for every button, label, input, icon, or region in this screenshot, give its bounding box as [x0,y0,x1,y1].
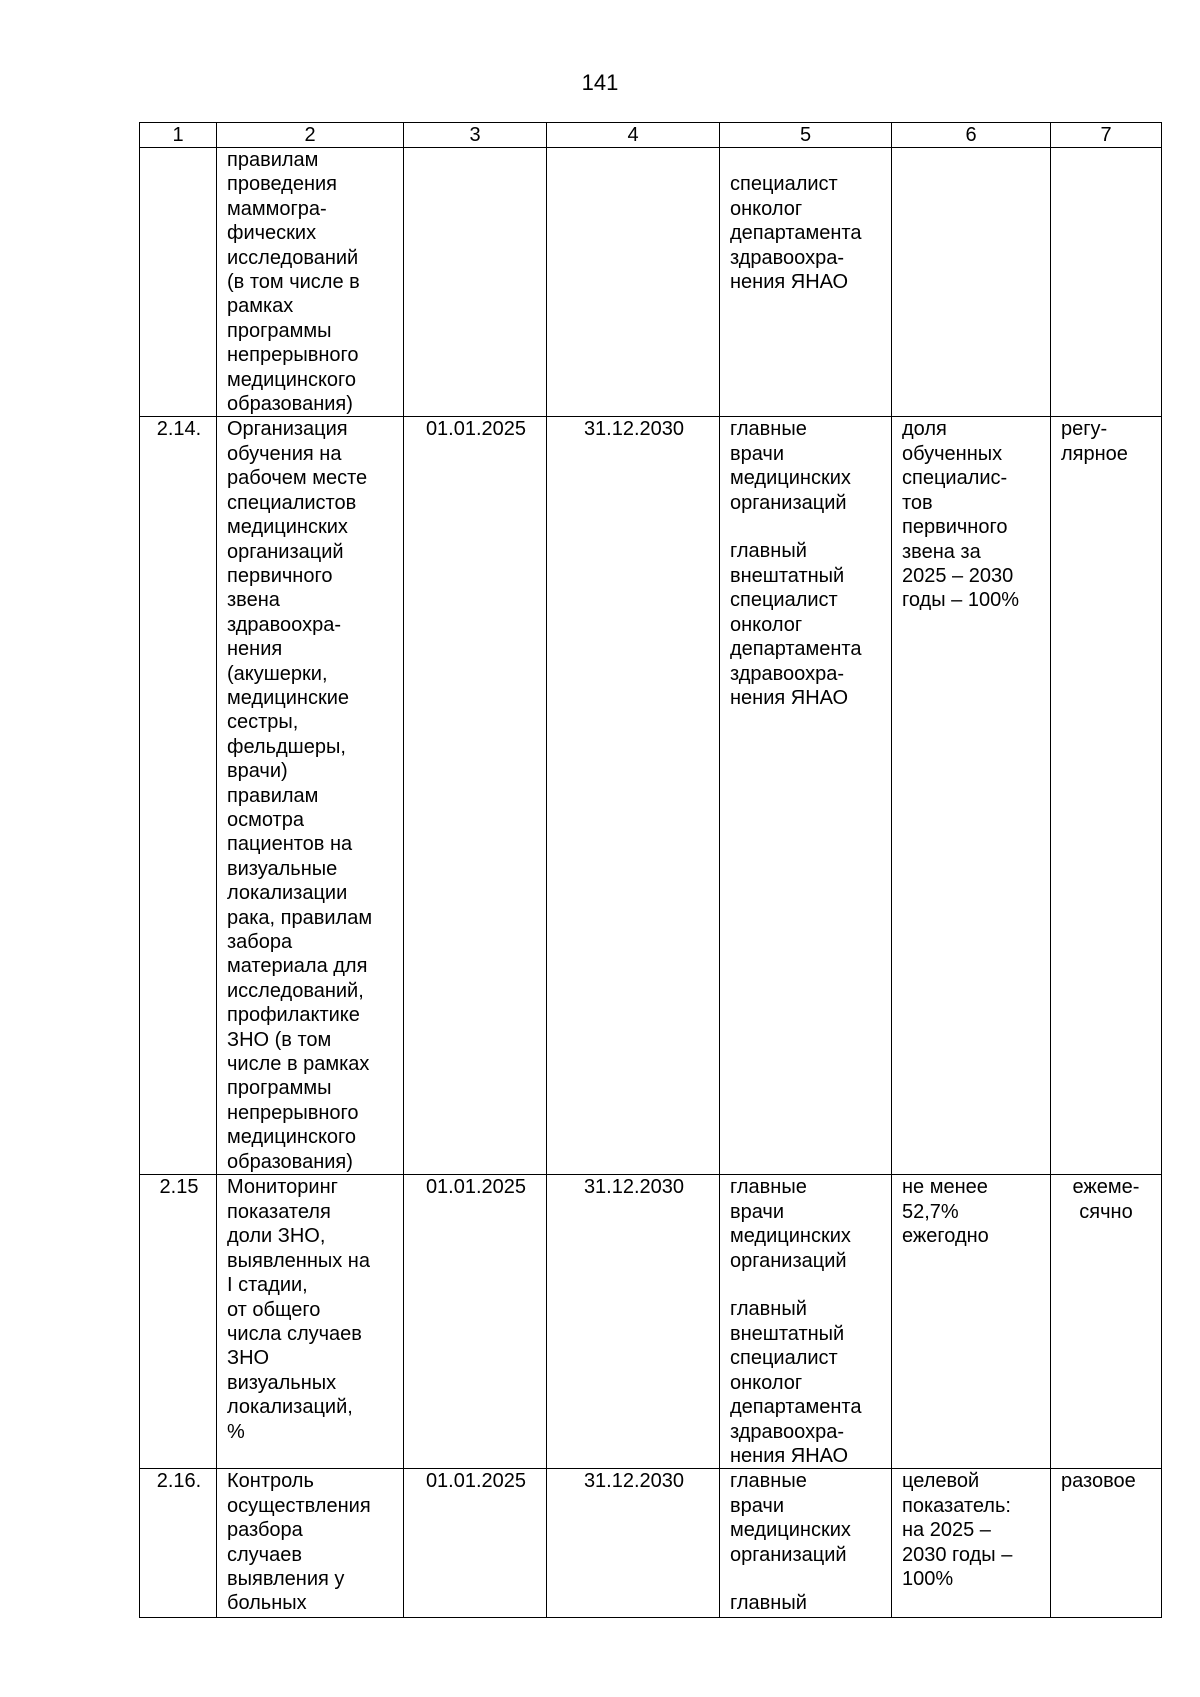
cell-text-line: целевой [902,1470,980,1493]
cell-text-line: правилам [227,784,319,807]
cell-text-line: ЗНО [227,1347,270,1370]
responsible-cell [720,417,892,1175]
cell-text-line: первичного [227,564,333,587]
cell-text-line: рамках [227,295,294,318]
cell-text-line: визуальные [227,857,338,880]
page-number: 141 [581,70,619,95]
cell-text-line: обученных [902,442,1003,465]
responsible-cell [720,1469,892,1618]
start-date-cell: 01.01.2025 [404,1175,547,1469]
end-date-cell: 31.12.2030 [547,1175,720,1469]
cell-text-line: медицинских [730,1519,851,1542]
cell-text-line: специалис- [902,467,1008,490]
cell-text-line: врачи) [227,760,288,783]
cell-text-line: врачи [730,1494,785,1517]
cell-text-line: первичного [902,516,1008,539]
cell-text-line: врачи [730,1200,785,1223]
description-cell [217,148,404,417]
cell-text-line: здравоохра- [730,246,844,269]
cell-text-line: непрерывного [227,344,359,367]
column-header: 7 [1051,123,1162,148]
cell-text-line: визуальных [227,1371,337,1394]
column-number-header-row [140,123,1162,148]
table-row [140,1175,1162,1469]
cell-text-line: внештатный [730,564,845,587]
cell-text-line: материала для [227,955,368,978]
cell-text-line: показателя [227,1200,331,1223]
cell-text-line: онколог [730,613,803,636]
responsible-cell [720,1175,892,1469]
cell-text-line: осуществления [227,1494,371,1517]
cell-text-line: рака, правилам [227,906,373,929]
cell-text-line: обучения на [227,442,342,465]
paragraph-gap [730,148,883,172]
cell-text-line: 52,7% [902,1200,959,1223]
cell-text-line: осмотра [227,808,304,831]
cell-text-line: сестры, [227,711,299,734]
cell-text-line: специалист [730,589,838,612]
cell-text-line: главный [730,1298,807,1321]
cell-text-line: рабочем месте [227,467,368,490]
row-number-cell: 2.14. [140,417,217,1175]
cell-text-line: здравоохра- [730,662,844,685]
row-number-cell: 2.15 [140,1175,217,1469]
cell-text-line: специалист [730,173,838,196]
cell-text-line: организаций [730,1543,847,1566]
cell-text-line: больных [227,1592,307,1615]
cell-text-line: числа случаев [227,1322,362,1345]
cell-text-line: нения [227,638,283,661]
cell-text-line: медицинских [730,467,851,490]
cell-text-line: правилам [227,149,319,171]
cell-text-line: программы [227,319,332,342]
table-row [140,417,1162,1175]
cell-text-line: случаев [227,1543,302,1566]
cell-text-line: локализаций, [227,1396,353,1419]
start-date-cell: 01.01.2025 [404,417,547,1175]
cell-text-line: департамента [730,1396,862,1419]
cell-text-line: тов [902,491,933,514]
cell-text-line: здравоохра- [227,613,341,636]
cell-text-line: ежегодно [902,1225,989,1248]
table-row [140,1469,1162,1618]
cell-text-line: локализации [227,882,348,905]
cell-text-line: профилактике [227,1004,360,1027]
column-header: 2 [217,123,404,148]
cell-text-line: ЗНО (в том [227,1028,332,1051]
cell-text-line: главные [730,1470,807,1493]
cell-text-line: проведения [227,173,337,196]
cell-text-line: (акушерки, [227,662,328,685]
cell-text-line: онколог [730,197,803,220]
frequency-cell [1051,1175,1162,1469]
cell-text-line: % [227,1420,245,1443]
cell-text-line: 2030 годы – [902,1543,1013,1566]
description-cell [217,1175,404,1469]
description-cell [217,417,404,1175]
cell-text-line: разовое [1061,1470,1136,1493]
indicator-cell [892,1175,1051,1469]
description-cell [217,1469,404,1618]
column-header: 5 [720,123,892,148]
indicator-cell [892,1469,1051,1618]
cell-text-line: организаций [227,540,344,563]
frequency-cell [1051,417,1162,1175]
cell-text-line: внештатный [730,1322,845,1345]
cell-text-line: I стадии, [227,1274,308,1297]
cell-text-line: выявления у [227,1567,345,1590]
paragraph-gap [730,515,883,539]
cell-text-line: забора [227,931,293,953]
cell-text-line: 2025 – 2030 [902,564,1014,587]
cell-text-line: числе в рамках [227,1053,370,1076]
cell-text-line: организаций [730,1249,847,1272]
cell-text-line: нения ЯНАО [730,1444,849,1467]
cell-text-line: выявленных на [227,1249,370,1272]
cell-text-line: нения ЯНАО [730,686,849,709]
start-date-cell: 01.01.2025 [404,1469,547,1618]
responsible-cell [720,148,892,417]
cell-text-line: Контроль [227,1470,314,1493]
indicator-cell [892,417,1051,1175]
action-plan-table [139,122,1162,1618]
cell-text-line: образования) [227,1150,353,1173]
cell-text-line: здравоохра- [730,1420,844,1443]
cell-text-line: главные [730,1176,807,1199]
end-date-cell: 31.12.2030 [547,417,720,1175]
cell-text-line: главный [730,540,807,563]
cell-text-line: звена [227,589,280,612]
column-header: 3 [404,123,547,148]
cell-text-line: ежеме- [1072,1176,1140,1199]
cell-text-line: регу- [1061,418,1108,441]
cell-text-line: фических [227,222,317,245]
cell-text-line: показатель: [902,1494,1011,1517]
paragraph-gap [730,1273,883,1297]
cell-text-line: годы – 100% [902,589,1019,612]
cell-text-line: медицинского [227,1126,357,1149]
cell-text-line: звена за [902,540,981,563]
cell-text-line: от общего [227,1298,321,1321]
cell-text-line: главный [730,1592,807,1615]
cell-text-line: нения ЯНАО [730,271,849,294]
frequency-cell [1051,148,1162,417]
cell-text-line: 100% [902,1567,954,1590]
row-number-cell [140,148,217,417]
row-number-cell: 2.16. [140,1469,217,1618]
cell-text-line: доли ЗНО, [227,1225,326,1248]
cell-text-line: онколог [730,1371,803,1394]
cell-text-line: главные [730,418,807,441]
table-row [140,148,1162,417]
start-date-cell [404,148,547,417]
cell-text-line: врачи [730,442,785,465]
indicator-cell [892,148,1051,417]
cell-text-line: (в том числе в [227,271,360,294]
end-date-cell [547,148,720,417]
column-header: 1 [140,123,217,148]
cell-text-line: не менее [902,1176,988,1199]
cell-text-line: сячно [1079,1200,1133,1223]
column-header: 6 [892,123,1051,148]
cell-text-line: программы [227,1077,332,1100]
cell-text-line: непрерывного [227,1101,359,1124]
cell-text-line: разбора [227,1519,303,1542]
cell-text-line: специалист [730,1347,838,1370]
frequency-cell [1051,1469,1162,1618]
end-date-cell: 31.12.2030 [547,1469,720,1618]
column-header: 4 [547,123,720,148]
cell-text-line: специалистов [227,491,357,514]
cell-text-line: медицинских [730,1225,851,1248]
paragraph-gap [730,1567,883,1591]
cell-text-line: лярное [1061,442,1128,465]
cell-text-line: образования) [227,393,353,416]
cell-text-line: исследований [227,246,359,269]
cell-text-line: медицинского [227,368,357,391]
cell-text-line: департамента [730,638,862,661]
cell-text-line: Организация [227,418,348,441]
cell-text-line: медицинских [227,516,348,539]
cell-text-line: маммогра- [227,197,327,220]
cell-text-line: пациентов на [227,833,353,856]
cell-text-line: Мониторинг [227,1176,338,1199]
cell-text-line: доля [902,418,947,441]
cell-text-line: организаций [730,491,847,514]
cell-text-line: на 2025 – [902,1519,991,1542]
cell-text-line: медицинские [227,686,349,709]
cell-text-line: исследований, [227,979,364,1002]
cell-text-line: департамента [730,222,862,245]
cell-text-line: фельдшеры, [227,735,346,758]
